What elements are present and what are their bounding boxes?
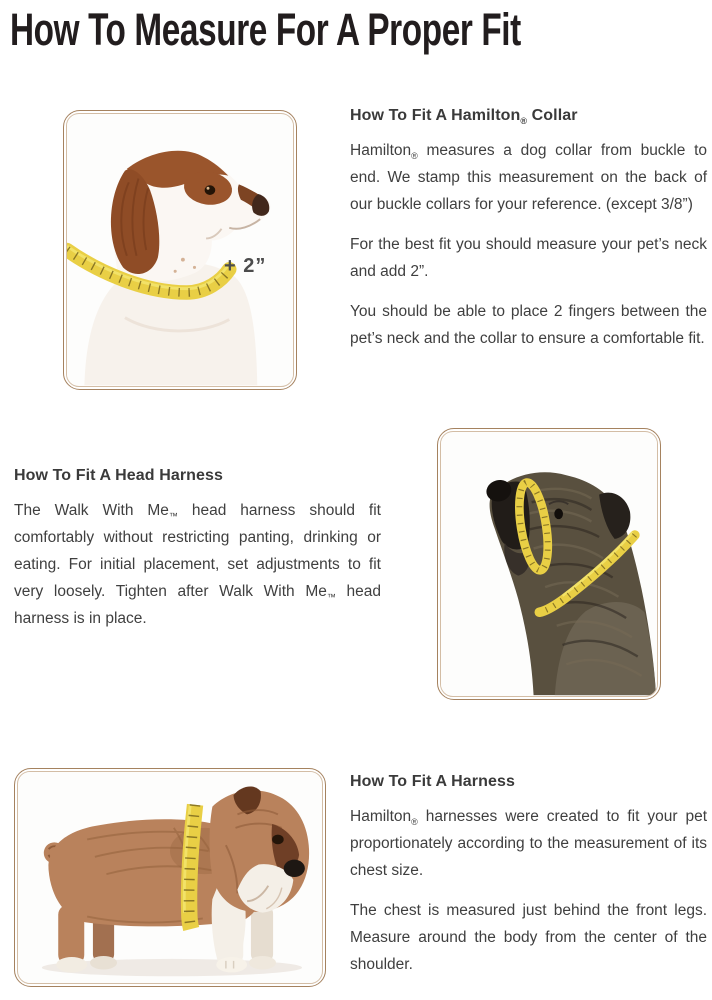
collar-photo bbox=[66, 113, 294, 387]
head-harness-photo bbox=[440, 431, 658, 697]
collar-paragraph: You should be able to place 2 fingers between the pet’s neck and the collar to ensure a comfortable fit. bbox=[350, 303, 707, 347]
harness-photo bbox=[17, 771, 323, 984]
harness-paragraph: The chest is measured just behind the front legs. Measure around the body from the center of the shoulder. bbox=[350, 902, 707, 973]
head-harness-paragraph: The Walk With $Me_™$ head harness should fit comfortably without restricting panting, drinking or eating. For initial placement, set adjustments to fit very loosely. Tighten after Walk With $Me_™$ head harness is in place. bbox=[14, 502, 381, 627]
harness-photo-frame bbox=[14, 768, 326, 987]
plus-two-inches-label: + 2” bbox=[224, 255, 267, 277]
head-harness-photo-frame bbox=[437, 428, 661, 700]
spaniel-dog-with-tape-illustration bbox=[67, 114, 293, 386]
collar-photo-frame bbox=[63, 110, 297, 390]
harness-heading: How To Fit A Harness bbox=[350, 773, 515, 790]
collar-heading: How To Fit A Hamilton$_®$ Collar bbox=[350, 107, 578, 127]
harness-paragraph: Hamilton$_®$ harnesses were created to fit your pet proportionately according to the measurement of its chest size. bbox=[350, 808, 707, 879]
mastiff-dog-with-tape-illustration bbox=[441, 432, 657, 696]
page-title: How To Measure For A Proper Fit bbox=[10, 4, 521, 55]
bulldog-with-tape-illustration bbox=[18, 772, 322, 983]
harness-text-block bbox=[350, 770, 707, 991]
collar-text-block bbox=[350, 104, 707, 365]
head-harness-heading: How To Fit A Head Harness bbox=[14, 467, 224, 484]
head-harness-text-block bbox=[14, 464, 381, 645]
collar-paragraph: For the best fit you should measure your pet’s neck and add 2”. bbox=[350, 236, 707, 280]
collar-paragraph: Hamilton$_®$ measures a dog collar from buckle to end. We stamp this measurement on the back of our buckle collars for your reference. (except 3/8”) bbox=[350, 142, 707, 213]
